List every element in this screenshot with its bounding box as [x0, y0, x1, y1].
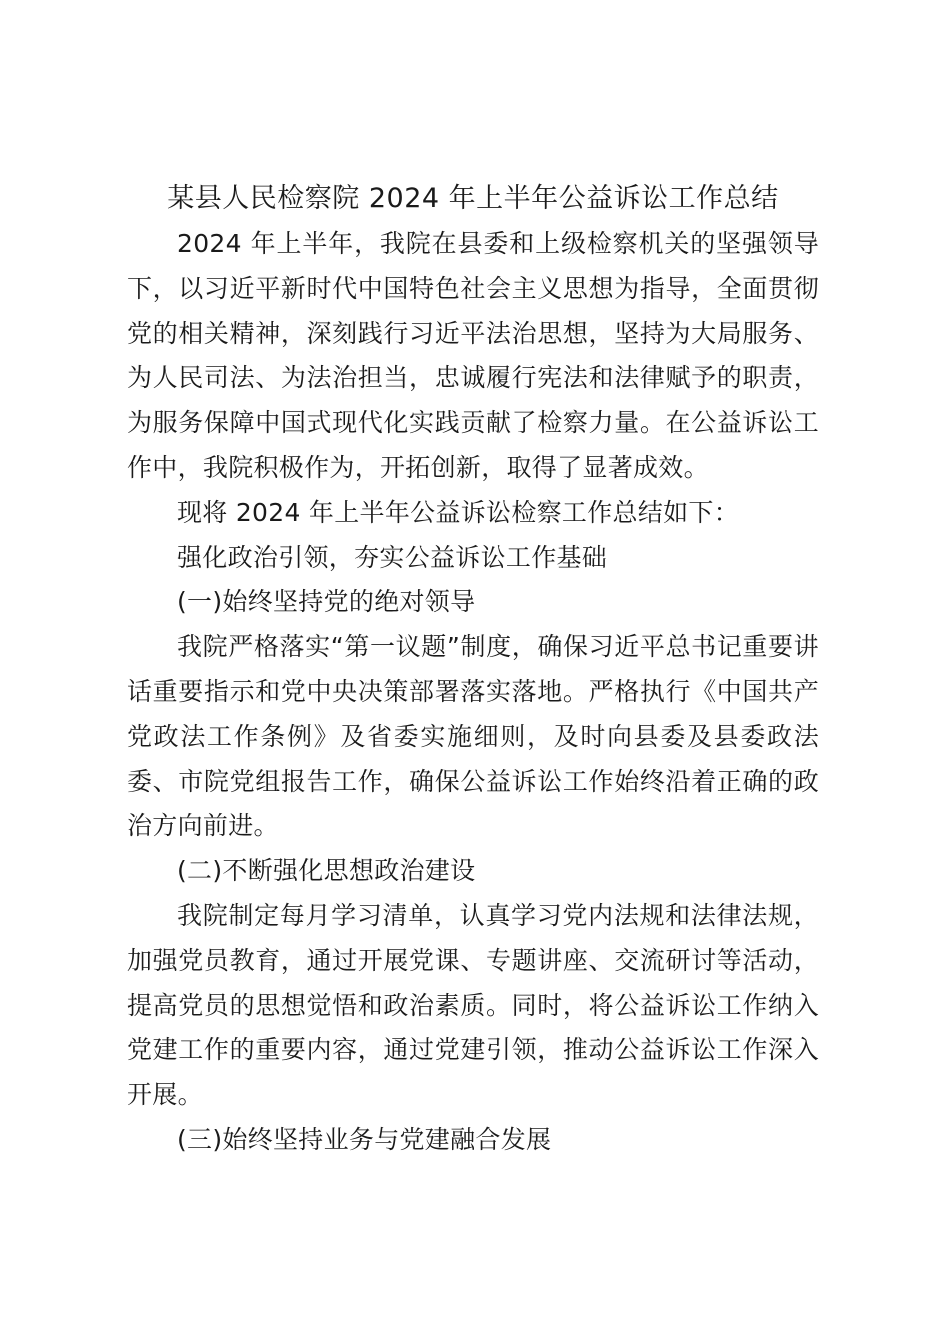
subsection-2-title: (二)不断强化思想政治建设	[177, 856, 476, 886]
subsection-3-title: (三)始终坚持业务与党建融合发展	[177, 1124, 552, 1154]
document-page	[127, 176, 819, 1163]
intro-paragraph: 2024 年上半年，我院在县委和上级检察机关的坚强领导下，以习近平新时代中国特色社会主义思想为指导，全面贯彻党的相关精神，深刻践行习近平法治思想，坚持为大局服务、为人民司法、为法治担当，忠诚履行宪法和法律赋予的职责，为服务保障中国式现代化实践贡献了检察力量。在公益诉讼工作中，我院积极作为，开拓创新，取得了显著成效。	[127, 229, 819, 482]
document-title: 某县人民检察院 2024 年上半年公益诉讼工作总结	[167, 183, 779, 214]
lead-paragraph: 现将 2024 年上半年公益诉讼检察工作总结如下：	[177, 497, 740, 527]
subsection-1-body: 我院严格落实“第一议题”制度，确保习近平总书记重要讲话重要指示和党中央决策部署落实落地。严格执行《中国共产党政法工作条例》及省委实施细则，及时向县委及县委政法委、市院党组报告工作，确保公益诉讼工作始终沿着正确的政治方向前进。	[127, 632, 819, 841]
section-heading: 强化政治引领，夯实公益诉讼工作基础	[177, 542, 608, 572]
subsection-2-body: 我院制定每月学习清单，认真学习党内法规和法律法规，加强党员教育，通过开展党课、专题讲座、交流研讨等活动，提高党员的思想觉悟和政治素质。同时，将公益诉讼工作纳入党建工作的重要内容，通过党建引领，推动公益诉讼工作深入开展。	[127, 900, 819, 1110]
subsection-1-title: (一)始终坚持党的绝对领导	[177, 587, 476, 617]
